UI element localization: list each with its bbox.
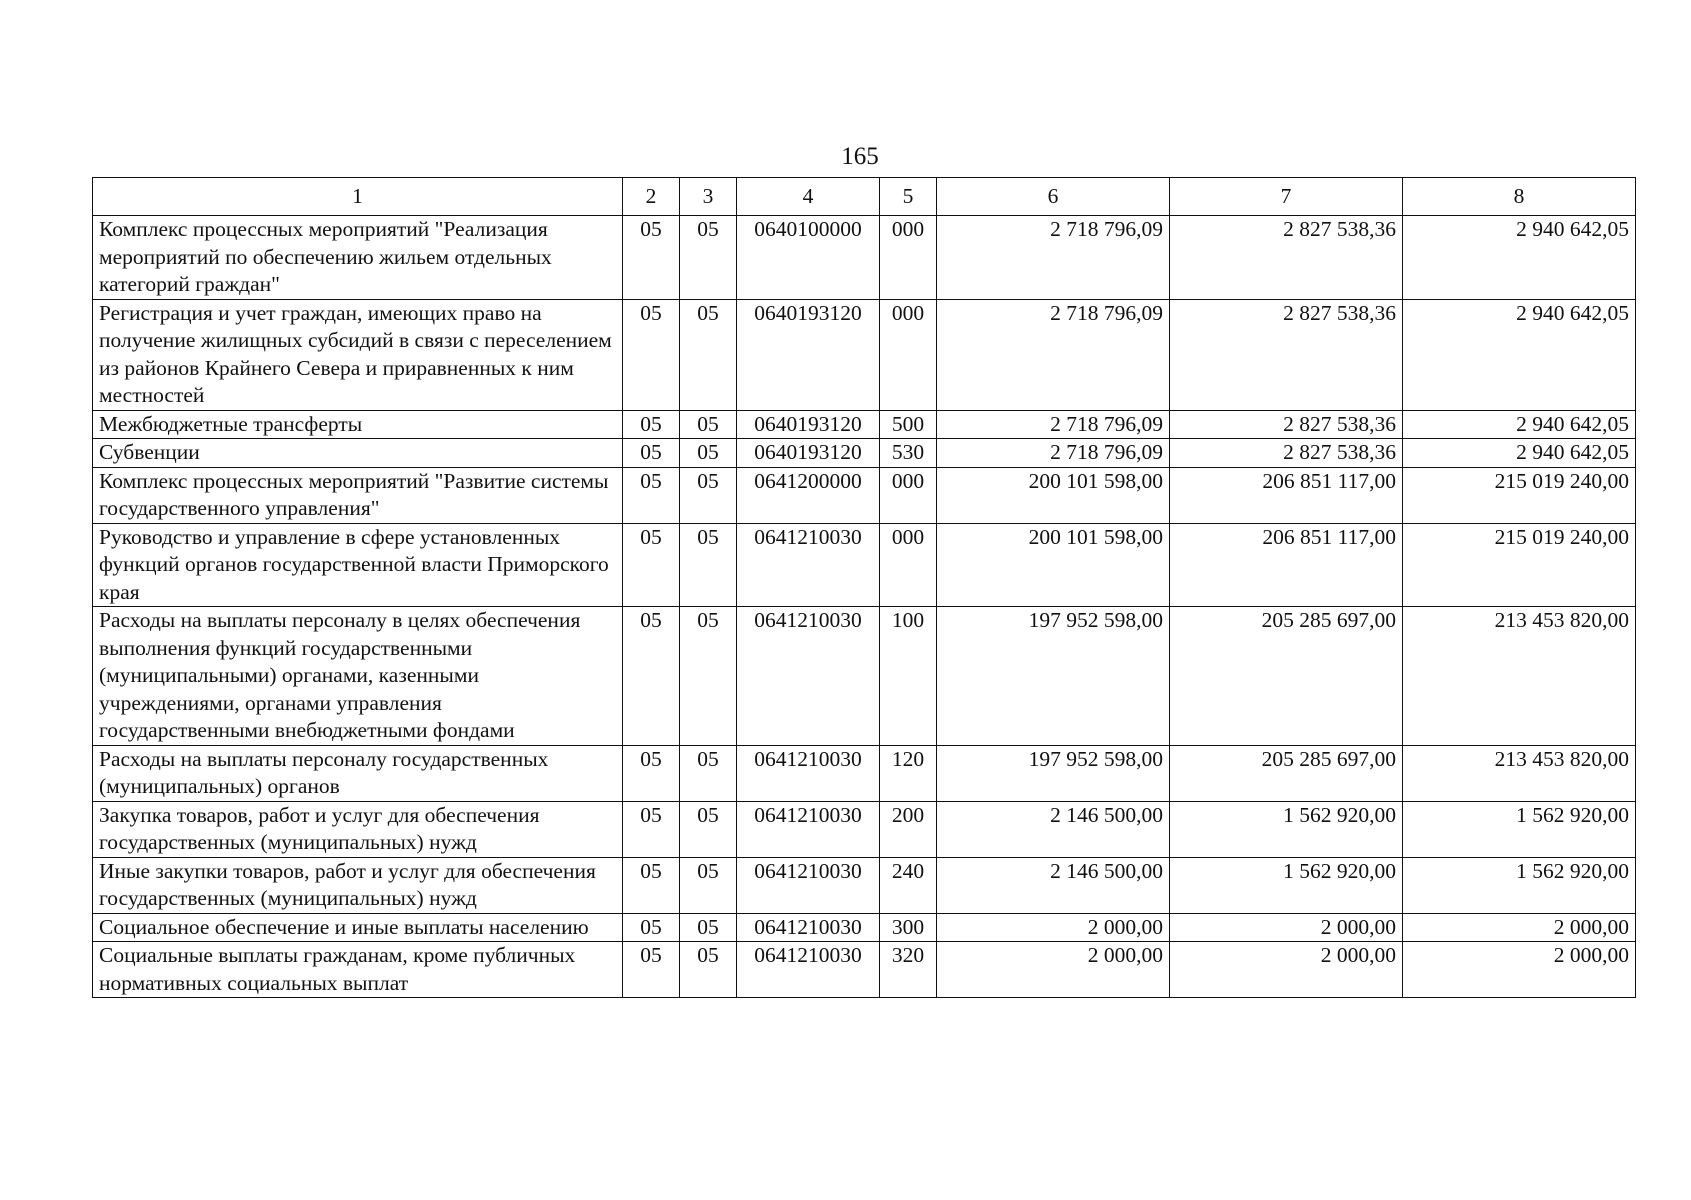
- header-row: [93, 178, 1636, 216]
- expense-type-code: 240: [880, 857, 937, 913]
- section-code: 05: [623, 523, 680, 607]
- target-article-code: 0641210030: [737, 857, 880, 913]
- subsection-code: 05: [680, 745, 737, 801]
- table-row: [93, 942, 1636, 998]
- row-name: Закупка товаров, работ и услуг для обеспечения государственных (муниципальных) нужд: [93, 801, 623, 857]
- subsection-code: 05: [680, 857, 737, 913]
- table-row: [93, 913, 1636, 942]
- column-header: 4: [737, 178, 880, 216]
- expense-type-code: 120: [880, 745, 937, 801]
- subsection-code: 05: [680, 607, 737, 746]
- target-article-code: 0641210030: [737, 913, 880, 942]
- target-article-code: 0641200000: [737, 467, 880, 523]
- row-name: Комплекс процессных мероприятий "Реализация мероприятий по обеспечению жильем отдельных категорий граждан": [93, 216, 623, 300]
- section-code: 05: [623, 299, 680, 410]
- amount-col-8: 215 019 240,00: [1403, 467, 1636, 523]
- subsection-code: 05: [680, 942, 737, 998]
- subsection-code: 05: [680, 523, 737, 607]
- section-code: 05: [623, 942, 680, 998]
- expense-type-code: 300: [880, 913, 937, 942]
- amount-col-7: 205 285 697,00: [1170, 607, 1403, 746]
- target-article-code: 0640193120: [737, 410, 880, 439]
- amount-col-6: 200 101 598,00: [937, 467, 1170, 523]
- column-header: 2: [623, 178, 680, 216]
- section-code: 05: [623, 745, 680, 801]
- section-code: 05: [623, 467, 680, 523]
- table-row: [93, 410, 1636, 439]
- amount-col-7: 1 562 920,00: [1170, 857, 1403, 913]
- amount-col-6: 197 952 598,00: [937, 745, 1170, 801]
- row-name: Межбюджетные трансферты: [93, 410, 623, 439]
- table-row: [93, 216, 1636, 300]
- amount-col-7: 2 000,00: [1170, 942, 1403, 998]
- section-code: 05: [623, 857, 680, 913]
- table-row: [93, 745, 1636, 801]
- budget-table: [92, 177, 1636, 998]
- amount-col-7: 205 285 697,00: [1170, 745, 1403, 801]
- table-row: [93, 299, 1636, 410]
- amount-col-8: 2 940 642,05: [1403, 216, 1636, 300]
- expense-type-code: 500: [880, 410, 937, 439]
- expense-type-code: 000: [880, 299, 937, 410]
- expense-type-code: 000: [880, 523, 937, 607]
- amount-col-6: 2 718 796,09: [937, 439, 1170, 468]
- column-header: 6: [937, 178, 1170, 216]
- amount-col-6: 2 000,00: [937, 913, 1170, 942]
- amount-col-6: 200 101 598,00: [937, 523, 1170, 607]
- amount-col-6: 2 146 500,00: [937, 857, 1170, 913]
- page-number: 165: [841, 143, 879, 170]
- row-name: Иные закупки товаров, работ и услуг для обеспечения государственных (муниципальных) нужд: [93, 857, 623, 913]
- amount-col-8: 2 940 642,05: [1403, 410, 1636, 439]
- subsection-code: 05: [680, 439, 737, 468]
- expense-type-code: 100: [880, 607, 937, 746]
- target-article-code: 0640193120: [737, 299, 880, 410]
- subsection-code: 05: [680, 913, 737, 942]
- section-code: 05: [623, 410, 680, 439]
- amount-col-7: 206 851 117,00: [1170, 467, 1403, 523]
- amount-col-7: 2 827 538,36: [1170, 299, 1403, 410]
- amount-col-8: 2 000,00: [1403, 942, 1636, 998]
- amount-col-8: 1 562 920,00: [1403, 801, 1636, 857]
- expense-type-code: 320: [880, 942, 937, 998]
- column-header: 1: [93, 178, 623, 216]
- row-name: Комплекс процессных мероприятий "Развитие системы государственного управления": [93, 467, 623, 523]
- amount-col-6: 2 718 796,09: [937, 216, 1170, 300]
- expense-type-code: 530: [880, 439, 937, 468]
- amount-col-7: 2 000,00: [1170, 913, 1403, 942]
- amount-col-6: 2 146 500,00: [937, 801, 1170, 857]
- subsection-code: 05: [680, 467, 737, 523]
- amount-col-7: 2 827 538,36: [1170, 410, 1403, 439]
- amount-col-6: 2 718 796,09: [937, 410, 1170, 439]
- row-name: Субвенции: [93, 439, 623, 468]
- column-header: 8: [1403, 178, 1636, 216]
- target-article-code: 0641210030: [737, 745, 880, 801]
- target-article-code: 0640193120: [737, 439, 880, 468]
- target-article-code: 0641210030: [737, 801, 880, 857]
- table-row: [93, 467, 1636, 523]
- column-header: 7: [1170, 178, 1403, 216]
- amount-col-6: 197 952 598,00: [937, 607, 1170, 746]
- subsection-code: 05: [680, 801, 737, 857]
- expense-type-code: 200: [880, 801, 937, 857]
- subsection-code: 05: [680, 410, 737, 439]
- target-article-code: 0640100000: [737, 216, 880, 300]
- section-code: 05: [623, 439, 680, 468]
- section-code: 05: [623, 801, 680, 857]
- section-code: 05: [623, 216, 680, 300]
- table-row: [93, 801, 1636, 857]
- amount-col-8: 213 453 820,00: [1403, 745, 1636, 801]
- column-header: 5: [880, 178, 937, 216]
- expense-type-code: 000: [880, 216, 937, 300]
- row-name: Социальные выплаты гражданам, кроме публичных нормативных социальных выплат: [93, 942, 623, 998]
- row-name: Руководство и управление в сфере установленных функций органов государственной власти Приморского края: [93, 523, 623, 607]
- section-code: 05: [623, 913, 680, 942]
- amount-col-7: 2 827 538,36: [1170, 439, 1403, 468]
- row-name: Социальное обеспечение и иные выплаты населению: [93, 913, 623, 942]
- target-article-code: 0641210030: [737, 942, 880, 998]
- amount-col-7: 1 562 920,00: [1170, 801, 1403, 857]
- amount-col-8: 2 940 642,05: [1403, 299, 1636, 410]
- row-name: Регистрация и учет граждан, имеющих право на получение жилищных субсидий в связи с переселением из районов Крайнего Севера и приравненных к ним местностей: [93, 299, 623, 410]
- amount-col-8: 1 562 920,00: [1403, 857, 1636, 913]
- row-name: Расходы на выплаты персоналу в целях обеспечения выполнения функций государственными (муниципальными) органами, казенными учреждениями, органами управления государственными внебюджетными фондами: [93, 607, 623, 746]
- amount-col-7: 206 851 117,00: [1170, 523, 1403, 607]
- subsection-code: 05: [680, 216, 737, 300]
- amount-col-7: 2 827 538,36: [1170, 216, 1403, 300]
- expense-type-code: 000: [880, 467, 937, 523]
- amount-col-6: 2 000,00: [937, 942, 1170, 998]
- target-article-code: 0641210030: [737, 607, 880, 746]
- amount-col-8: 2 940 642,05: [1403, 439, 1636, 468]
- amount-col-8: 215 019 240,00: [1403, 523, 1636, 607]
- table-row: [93, 607, 1636, 746]
- target-article-code: 0641210030: [737, 523, 880, 607]
- subsection-code: 05: [680, 299, 737, 410]
- section-code: 05: [623, 607, 680, 746]
- table-row: [93, 439, 1636, 468]
- row-name: Расходы на выплаты персоналу государственных (муниципальных) органов: [93, 745, 623, 801]
- amount-col-8: 213 453 820,00: [1403, 607, 1636, 746]
- table-row: [93, 857, 1636, 913]
- amount-col-8: 2 000,00: [1403, 913, 1636, 942]
- column-header: 3: [680, 178, 737, 216]
- table-row: [93, 523, 1636, 607]
- amount-col-6: 2 718 796,09: [937, 299, 1170, 410]
